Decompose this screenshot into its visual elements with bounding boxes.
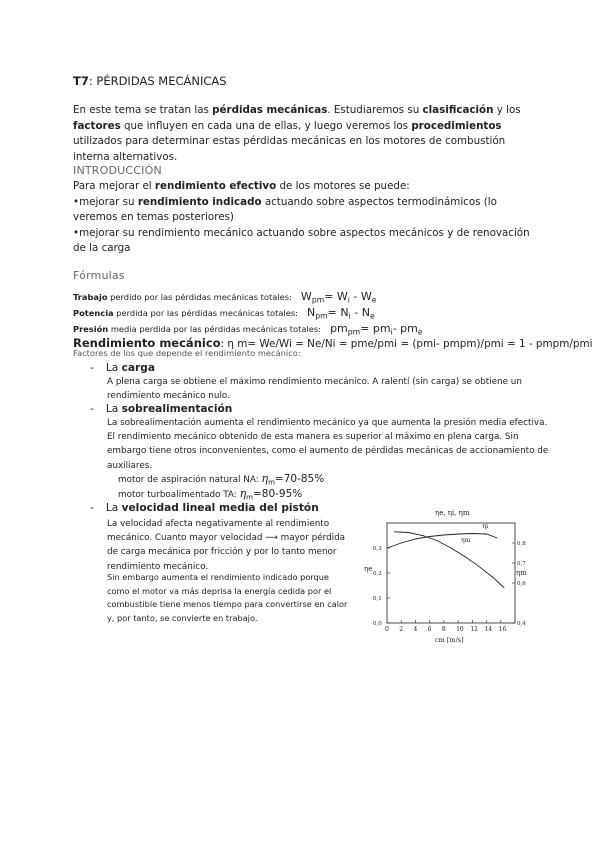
eta-symbol: η xyxy=(239,487,247,500)
introduccion-heading: INTRODUCCIÓN xyxy=(73,164,162,177)
introduccion-body xyxy=(73,179,533,257)
intro-text: En este tema se tratan las xyxy=(73,104,213,116)
list-dash: - xyxy=(90,502,94,514)
intro-bold: clasificación xyxy=(422,104,494,116)
chart-frame xyxy=(387,523,515,623)
bullet-bold: rendimiento indicado xyxy=(137,195,262,208)
intro-bold: factores xyxy=(73,119,121,132)
y-right-tick-label: 0,7 xyxy=(517,561,526,567)
title-rest: : PÉRDIDAS MECÁNICAS xyxy=(88,74,227,88)
efficiency-chart xyxy=(355,505,525,645)
na-value: =70-85% xyxy=(274,473,325,485)
factor-sobrealimentacion-text: La sobrealimentación aumenta el rendimiento mecánico ya que aumenta la presión media efectiva. El rendimiento mecánico obtenido de esta manera es superior al máximo en plena carga. Sin embargo tiene otros inconvenientes, como el aumento de pérdidas mecánicas de accionamiento de auxiliares. xyxy=(107,418,549,471)
x-ticks xyxy=(385,620,507,633)
intro-text: que influyen en cada una de ellas, y luego veremos los xyxy=(120,119,412,132)
factor-velocidad-text2: Sin embargo aumenta el rendimiento indicado porque como el motor va más deprisa la energía cedida por el combustible tiene menos tiempo para convertirse en calor y, por tanto, se convierte en trabajo. xyxy=(107,572,348,623)
y-right-tick-label: 0,8 xyxy=(517,541,526,547)
na-text: motor de aspiración natural NA: xyxy=(118,475,262,485)
x-tick-label: 16 xyxy=(498,626,507,633)
title-prefix: T7 xyxy=(73,74,89,88)
factor-sobrealimentacion-title xyxy=(90,403,232,415)
intro-bold: pérdidas mecánicas xyxy=(212,104,328,116)
bullet-item: •mejorar su rendimiento mecánico actuando sobre aspectos mecánicos y de renovación de la carga xyxy=(73,226,530,254)
factor-label-prefix: La xyxy=(105,502,122,514)
intro-line-text: Para mejorar el xyxy=(73,180,155,192)
chart-series xyxy=(387,523,504,588)
x-tick-label: 4 xyxy=(413,626,418,633)
eta-sub: m xyxy=(246,493,253,502)
y-tick-label: 0,1 xyxy=(373,596,382,602)
factores-heading: Factores de los que depende el rendimiento mecánico: xyxy=(73,348,301,358)
x-tick-label: 2 xyxy=(399,626,404,633)
intro-bold: procedimientos xyxy=(411,119,502,132)
series-label: ηi xyxy=(482,523,489,530)
ta-value: =80-95% xyxy=(252,488,303,500)
trabajo-formula: $W_{pm}= W_i - W_e$ xyxy=(300,290,377,305)
bullet-text: •mejorar su xyxy=(73,195,138,208)
page-title xyxy=(73,74,227,88)
presion-label: Presión xyxy=(73,324,109,334)
x-tick-label: 0 xyxy=(385,626,389,633)
factor-label-bold: carga xyxy=(121,362,155,374)
presion-formula: $pm_{pm}= pm_i-$ $pm_e$ xyxy=(330,322,423,337)
ta-text: motor turboalimentado TA: xyxy=(118,490,240,500)
x-tick-label: 12 xyxy=(470,626,478,633)
list-dash: - xyxy=(90,362,94,374)
factor-carga-text: A plena carga se obtiene el máximo rendimiento mecánico. A ralentí (sin carga) se obtiene un rendimiento mecánico nulo. xyxy=(107,377,522,402)
potencia-desc: perdida por las pérdidas mecánicas totales: xyxy=(113,308,298,318)
bullet-item xyxy=(73,195,533,226)
y-right-tick-label: 0,4 xyxy=(517,621,526,627)
intro-text: . Estudiaremos su xyxy=(327,104,423,116)
x-tick-label: 14 xyxy=(484,626,493,633)
potencia-label: Potencia xyxy=(73,308,114,318)
rendimiento-label: Rendimiento mecánico xyxy=(73,336,221,350)
y-tick-label: 0,2 xyxy=(373,571,382,577)
y-label-left: ηe xyxy=(364,565,373,573)
intro-paragraph xyxy=(73,103,533,165)
eta-symbol: η xyxy=(261,472,269,485)
formulas-heading: Fórmulas xyxy=(73,269,125,282)
factor-velocidad-text: La velocidad afecta negativamente al rendimiento mecánico. Cuanto mayor velocidad ⟶ mayor pérdida de carga mecánica por fricción y por lo tanto menor rendimiento mecánico. xyxy=(107,519,346,572)
factor-label-prefix: La xyxy=(105,403,122,415)
series-line-eta-i xyxy=(387,534,497,549)
introduccion-line xyxy=(73,179,533,195)
na-line xyxy=(118,472,324,485)
series-label: ηm xyxy=(461,537,471,544)
y-ticks-left xyxy=(373,546,390,627)
intro-text: utilizados para determinar estas pérdidas mecánicas en los motores de combustión interna alternativos. xyxy=(73,135,506,163)
y-ticks-right xyxy=(512,541,526,627)
y-tick-label: 0,3 xyxy=(373,546,382,552)
factor-label-prefix: La xyxy=(105,362,122,374)
x-tick-label: 10 xyxy=(456,626,464,633)
y-right-tick-label: 0,6 xyxy=(517,581,526,587)
y-tick-label: 0,0 xyxy=(373,621,382,627)
ta-line xyxy=(118,487,302,500)
x-label: cm [m/s] xyxy=(435,636,464,644)
intro-line-text: de los motores se puede: xyxy=(276,180,410,192)
list-dash: - xyxy=(90,403,94,415)
chart-title: ηe, ηi, ηm xyxy=(435,509,470,517)
rendimiento-formula: : η m= We/Wi = Ne/Ni = pme/pmi = (pmi- pmpm)/pmi = 1 - pmpm/pmi xyxy=(220,338,593,350)
x-tick-label: 6 xyxy=(427,626,432,633)
intro-line-bold: rendimiento efectivo xyxy=(154,180,277,192)
trabajo-label: Trabajo xyxy=(73,292,108,302)
intro-text: y los xyxy=(493,104,521,116)
factor-label-bold: sobrealimentación xyxy=(121,403,233,415)
factor-label-bold: velocidad lineal media del pistón xyxy=(121,502,319,514)
presion-desc: media perdida por las pérdidas mecánicas totales: xyxy=(108,324,321,334)
potencia-formula: $N_{pm}= N_i - N_e$ xyxy=(307,306,375,321)
x-tick-label: 8 xyxy=(441,626,446,633)
bullet-text: actuando sobre aspectos termodinámicos (lo veremos en temas posteriores) xyxy=(73,195,497,223)
y-label-right: ηm xyxy=(516,569,527,577)
factor-carga-title xyxy=(90,362,155,374)
trabajo-desc: perdido por las pérdidas mecánicas totales: xyxy=(107,292,292,302)
factor-velocidad-title xyxy=(90,502,319,514)
eta-sub: m xyxy=(268,478,275,487)
